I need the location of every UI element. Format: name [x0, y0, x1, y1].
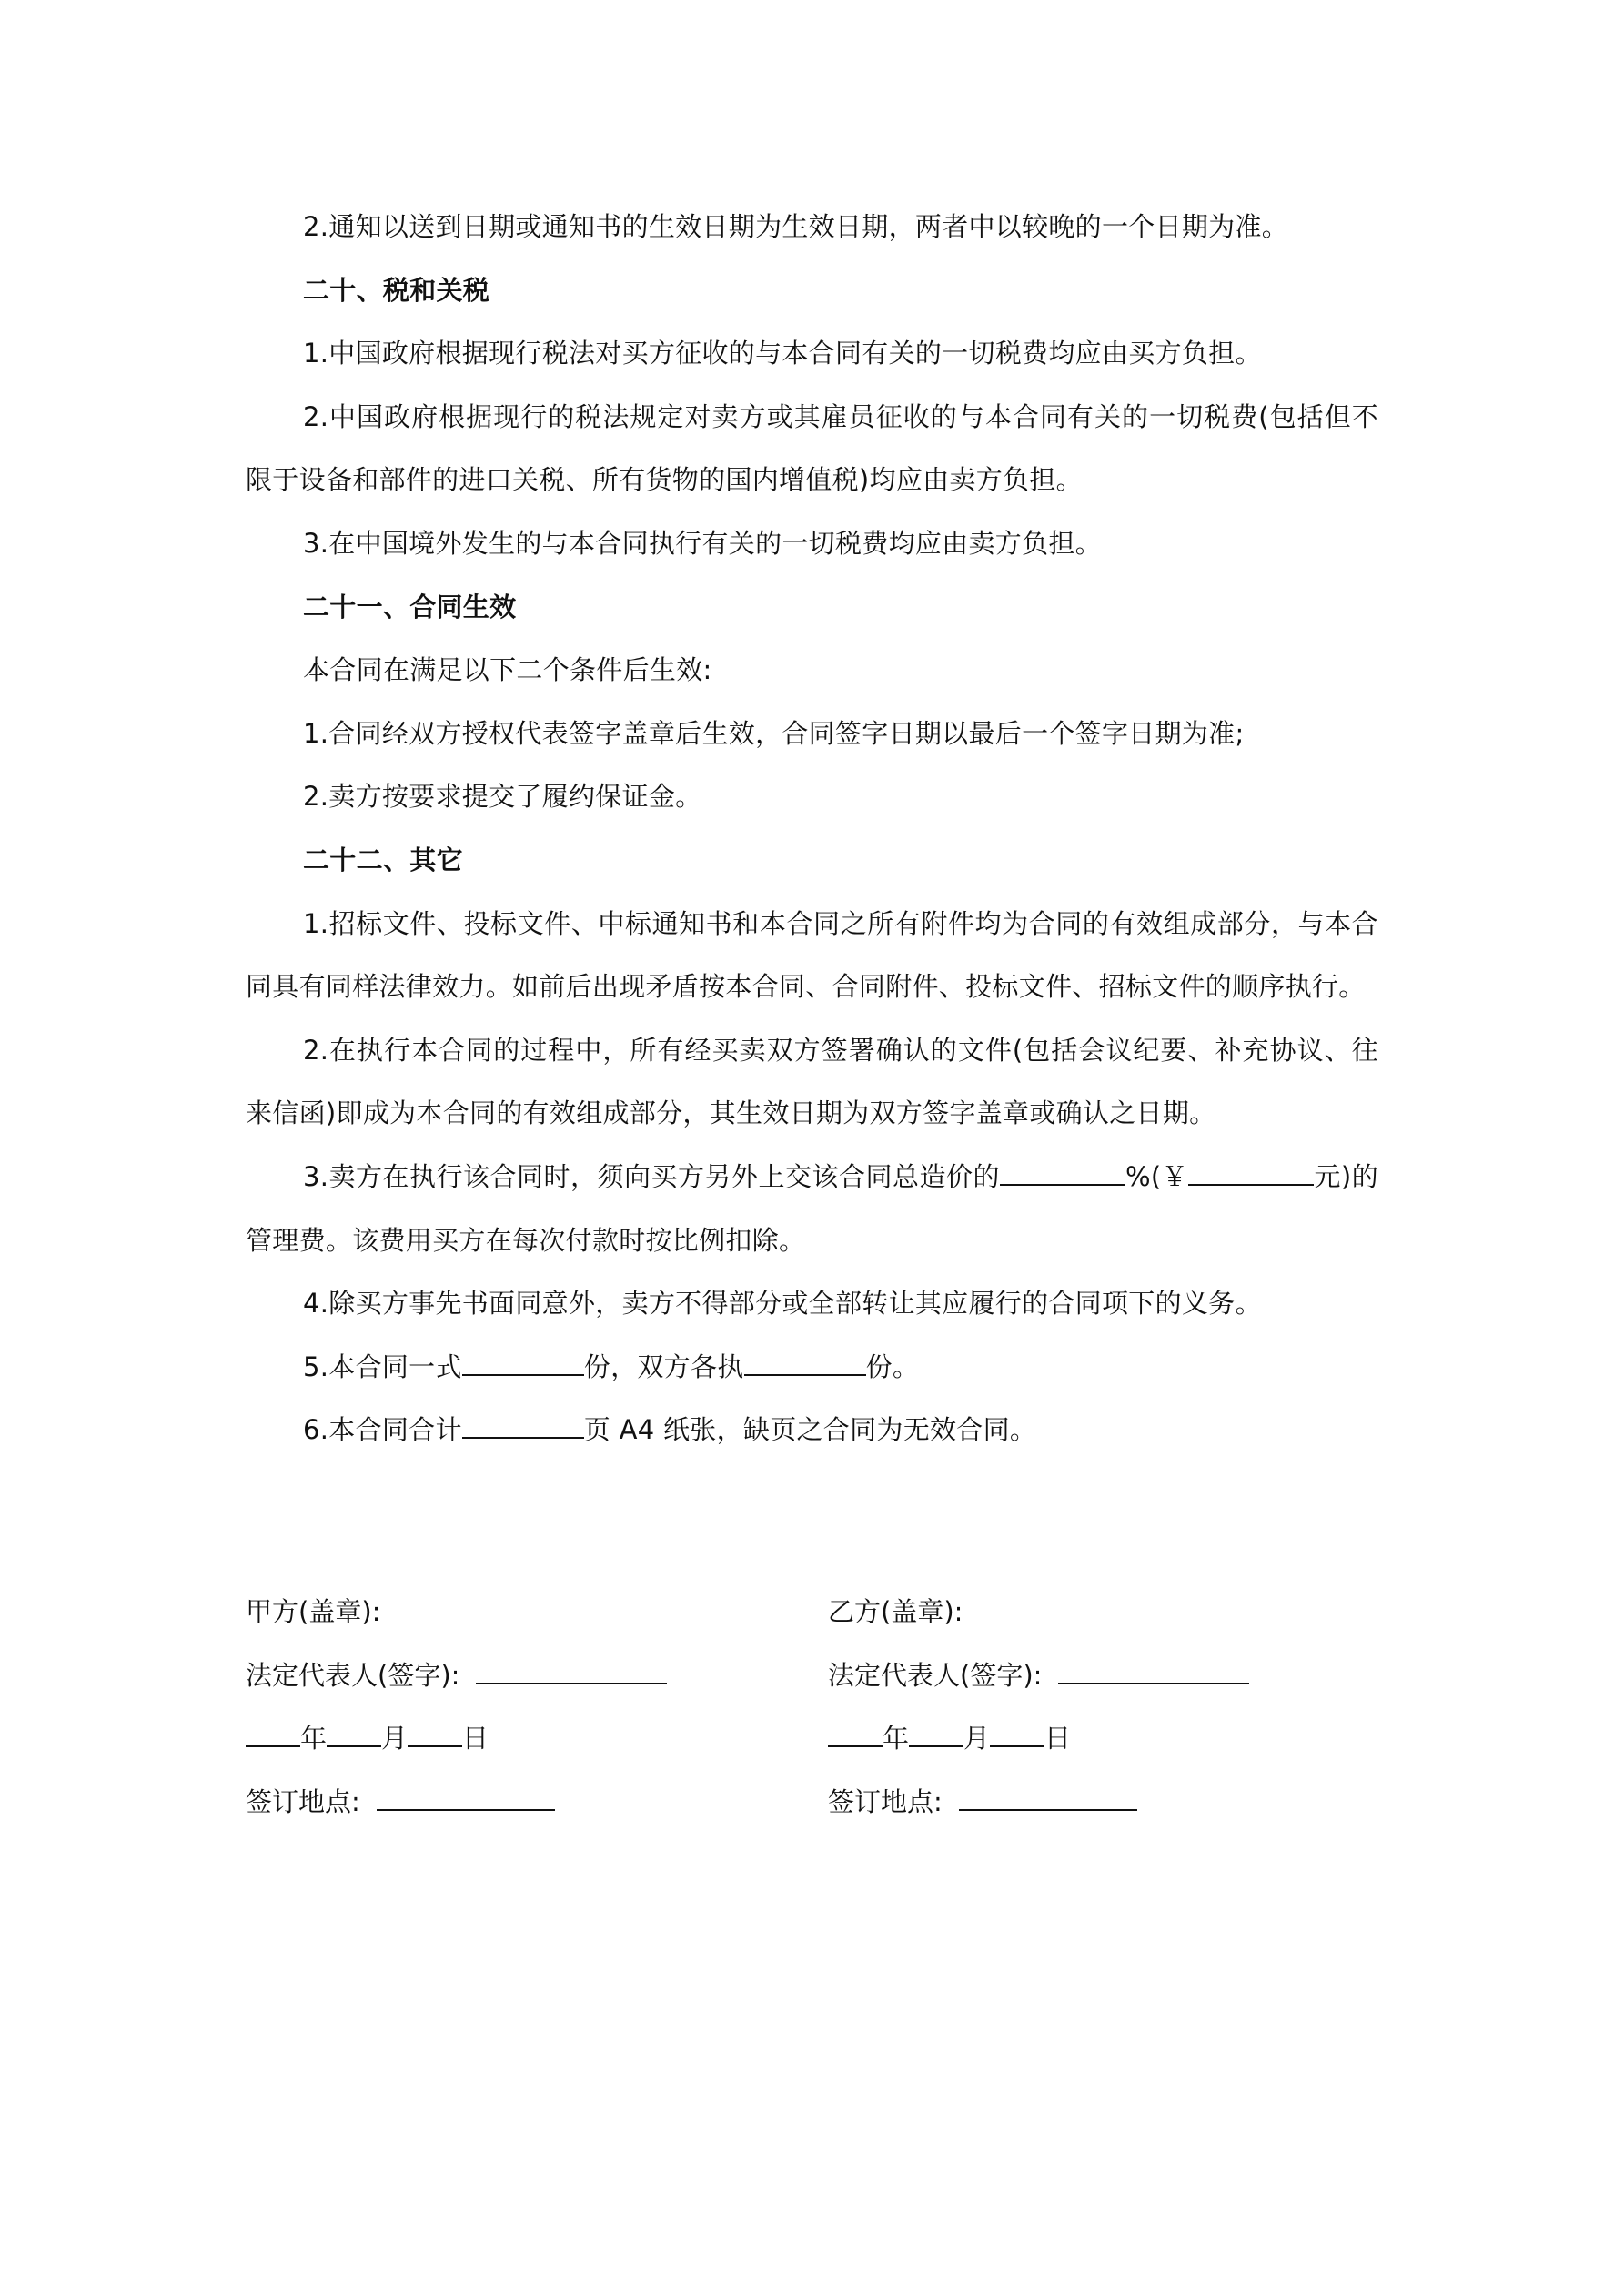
party-b-place-label: 签订地点:	[828, 1785, 943, 1817]
clause-22-item-6-text-2: 页 A4 纸张，缺页之合同为无效合同。	[583, 1414, 1037, 1446]
clause-22-item-4: 4.除买方事先书面同意外，卖方不得部分或全部转让其应履行的合同项下的义务。	[303, 1288, 1262, 1320]
party-a-date-line	[246, 1707, 792, 1771]
clause-20-item-2: 2.中国政府根据现行的税法规定对卖方或其雇员征收的与本合同有关的一切税费(包括但不限于设备和部件的进口关税、所有货物的国内增值税)均应由卖方负担。	[246, 400, 1378, 496]
clause-22-item-5-text-3: 份。	[865, 1350, 920, 1382]
clause-22-item-5-text-2: 份，双方各执	[583, 1350, 744, 1382]
party-a-place-blank[interactable]	[377, 1781, 555, 1810]
clause-22-item-5-text-1: 5.本合同一式	[303, 1350, 462, 1382]
clause-20-item-3: 3.在中国境外发生的与本合同执行有关的一切税费均应由卖方负担。	[303, 527, 1102, 559]
copies-total-blank[interactable]	[462, 1346, 584, 1375]
clause-22-item-6-text-1: 6.本合同合计	[303, 1414, 462, 1446]
contract-body	[246, 196, 1378, 1462]
party-b-place-line	[828, 1771, 1374, 1835]
party-b-month-blank[interactable]	[909, 1718, 963, 1747]
clause-22-item-3-text-2: %(￥	[1125, 1160, 1189, 1192]
clause-19-item-2: 2.通知以送到日期或通知书的生效日期为生效日期，两者中以较晚的一个日期为准。	[303, 211, 1289, 242]
clause-22-item-2: 2.在执行本合同的过程中，所有经买卖双方签署确认的文件(包括会议纪要、补充协议、往来信函)即成为本合同的有效组成部分，其生效日期为双方签字盖章或确认之日期。	[246, 1034, 1378, 1129]
copies-each-blank[interactable]	[744, 1346, 866, 1375]
party-a-seal-label: 甲方(盖章):	[246, 1596, 381, 1627]
page-count-blank[interactable]	[462, 1410, 584, 1439]
clause-21-item-2: 2.卖方按要求提交了履约保证金。	[303, 781, 702, 813]
party-b-rep-label: 法定代表人(签字):	[828, 1659, 1043, 1691]
fee-amount-blank[interactable]	[1188, 1156, 1314, 1185]
party-a-place-label: 签订地点:	[246, 1785, 360, 1817]
party-a-year-blank[interactable]	[246, 1718, 300, 1747]
clause-22-item-6	[246, 1399, 1378, 1462]
party-b-day-label: 日	[1044, 1723, 1072, 1755]
signature-block-party-a	[246, 1581, 792, 1834]
party-b-seal-label: 乙方(盖章):	[828, 1596, 963, 1627]
party-a-place-line	[246, 1771, 792, 1835]
party-a-day-label: 日	[462, 1723, 489, 1755]
party-a-year-label: 年	[300, 1723, 328, 1755]
party-b-month-label: 月	[963, 1723, 991, 1755]
clause-22-item-3	[246, 1146, 1378, 1272]
section-heading-20: 二十、税和关税	[303, 274, 490, 306]
party-b-year-label: 年	[883, 1723, 910, 1755]
party-b-year-blank[interactable]	[828, 1718, 883, 1747]
party-b-place-blank[interactable]	[959, 1781, 1137, 1810]
clause-22-item-5	[246, 1336, 1378, 1400]
clause-22-item-1: 1.招标文件、投标文件、中标通知书和本合同之所有附件均为合同的有效组成部分，与本合同具有同样法律效力。如前后出现矛盾按本合同、合同附件、投标文件、招标文件的顺序执行。	[246, 907, 1378, 1003]
party-b-date-line	[828, 1707, 1374, 1771]
signature-block-party-b	[828, 1581, 1374, 1834]
party-a-rep-line	[246, 1644, 792, 1708]
party-a-rep-signature-blank[interactable]	[476, 1654, 667, 1684]
party-b-day-blank[interactable]	[990, 1718, 1044, 1747]
party-a-rep-label: 法定代表人(签字):	[246, 1659, 460, 1691]
clause-21-intro: 本合同在满足以下二个条件后生效:	[303, 654, 712, 686]
clause-20-item-1: 1.中国政府根据现行税法对买方征收的与本合同有关的一切税费均应由买方负担。	[303, 338, 1262, 369]
party-b-rep-line	[828, 1644, 1374, 1708]
party-a-day-blank[interactable]	[408, 1718, 462, 1747]
section-heading-21: 二十一、合同生效	[303, 591, 517, 622]
party-b-rep-signature-blank[interactable]	[1058, 1654, 1249, 1684]
party-a-month-label: 月	[381, 1723, 409, 1755]
fee-percent-blank[interactable]	[1000, 1156, 1125, 1185]
clause-22-item-3-text-1: 3.卖方在执行该合同时，须向买方另外上交该合同总造价的	[303, 1160, 1000, 1192]
party-a-month-blank[interactable]	[327, 1718, 381, 1747]
section-heading-22: 二十二、其它	[303, 844, 463, 875]
clause-21-item-1: 1.合同经双方授权代表签字盖章后生效，合同签字日期以最后一个签字日期为准;	[303, 717, 1245, 749]
clause-22-item-3-text-3: 元)的管理费。该费用买方在每次付款时按比例扣除。	[246, 1160, 1378, 1256]
